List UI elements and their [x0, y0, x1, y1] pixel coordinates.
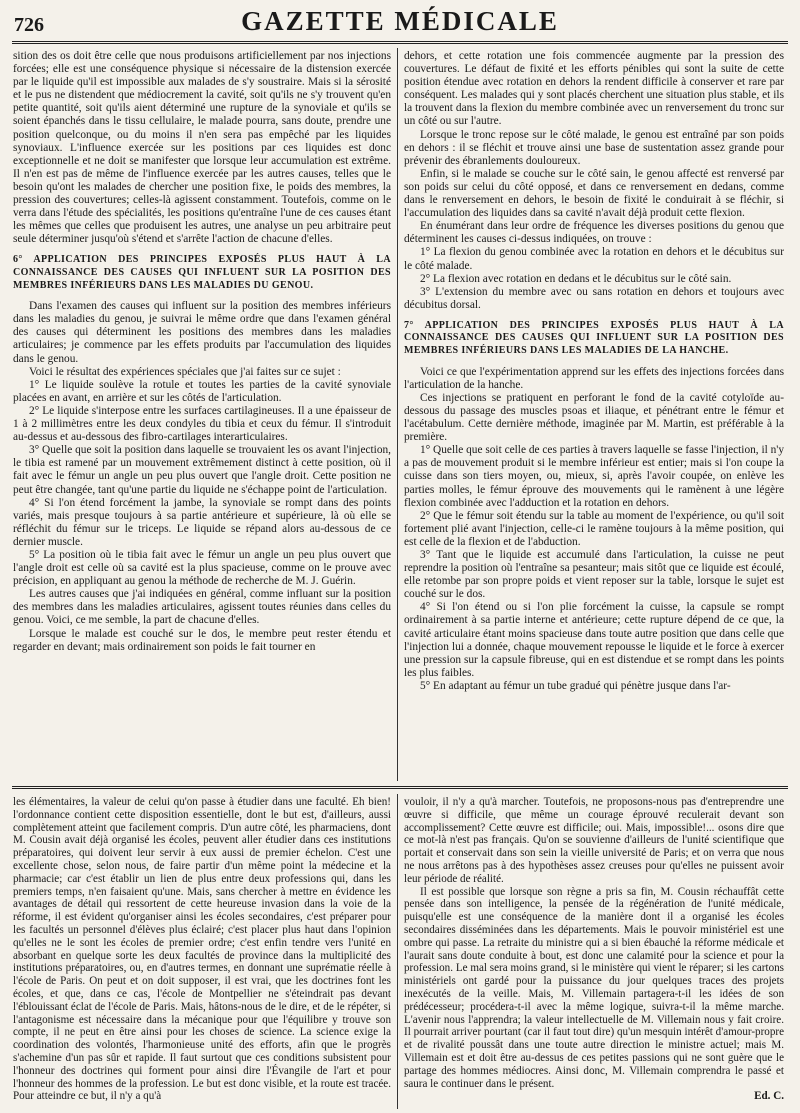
paragraph: Lorsque le malade est couché sur le dos, le membre peut rester étendu et regarder en devant; mais ordinairement son poids le fait tourner en — [13, 627, 391, 653]
paragraph: 3° L'extension du membre avec ou sans rotation en dehors et toujours avec décubitus dorsal. — [404, 285, 784, 311]
paragraph: En énumérant dans leur ordre de fréquence les diverses positions du genou que déterminent les causes ci-dessus indiquées, on trouve : — [404, 220, 784, 246]
paragraph: vouloir, il n'y a qu'à marcher. Toutefois, ne proposons-nous pas d'entreprendre une œuvre si difficile, que même un courage éprouvé reculerait devant son accomplissement? Cette œuvre est difficile; oui. Mais, impossible!... osons dire que ce mot-là n'est pas français. Qu'on se souvienne d'ailleurs de l'unité scientifique que portait et conservait dans son sein la vieille université de Paris; et on verra que nous ne nous arrêtons pas à des hypothèses assez creuses pour qu'elles ne puissent avoir leur période de réalité. — [404, 796, 784, 885]
paragraph: 1° Le liquide soulève la rotule et toutes les parties de la cavité synoviale placées en avant, en arrière et sur les côtés de l'articulation. — [13, 378, 391, 404]
paragraph: 2° Que le fémur soit étendu sur la table au moment de l'expérience, ou qu'il soit fortement plié avant l'injection, celle-ci le ramène toujours à la même position, qui est celle de la flexion et de l'abduction. — [404, 509, 784, 548]
paragraph: les élémentaires, la valeur de celui qu'on passe à étudier dans une faculté. Eh bien! l'ordonnance contient cette disposition essentielle, dont le but est, d'ailleurs, aussi complètement atteint que facilement compris. D'un autre côté, les pharmaciens, dont M. Cousin avait déjà organisé les écoles, peuvent aller étudier dans ces institutions préparatoires, qui doivent leur servir à eux aussi de premier échelon. C'est une excellente chose, selon nous, de faire partir d'un même point la médecine et la pharmacie; car c'est établir un lien de plus entre deux professions qui, dans les premiers temps, n'en faisaient qu'une. Mais, sans chercher à mettre en évidence les avantages de détail qui ressortent de cette heureuse invasion dans la voie de la réforme, il est évident qu'organiser ainsi les écoles secondaires, c'est préparer pour les facultés un personnel d'élèves plus éclairé; c'est placer plus haut dans l'opinion qu'elles ne le sont les écoles de premier ordre; c'est enfin tendre vers l'unité en absorbant en quelque sorte les deux facultés de province dans la multiplicité des institutions préparatoires, ou, en d'autres termes, en donnant une suprématie réelle à l'école de Paris. On peut et on doit supposer, il est vrai, que les doctrines font les écoles, et que, dans ce cas, l'école de Montpellier ne s'éteindrait pas devant l'éblouissant éclat de l'école de Paris. Mais, hâtons-nous de le dire, et de le répéter, si l'antagonisme est nécessaire dans la mécanique pour que l'équilibre y trouve son compte, il ne peut en être ainsi pour les choses de science. La science exige la coordination des volontés, l'harmonieuse unité des efforts, afin que le progrès s'achemine d'un pas sûr et rapide. Il faut surtout que ces conditions subsistent pour l'honneur des doctrines qui forment pour ainsi dire l'Évangile de l'art et pour l'honneur des hommes de la profession. Le but est donc visible, et la route est tracée. Pour atteindre ce but, il n'y a qu'à — [13, 796, 391, 1103]
paragraph: 5° La position où le tibia fait avec le fémur un angle un peu plus ouvert que l'angle droit est celle où sa cavité est la plus spacieuse, comme on le prouve avec précision, en appliquant au genou la méthode de recherche de M. J. Guérin. — [13, 548, 391, 588]
paragraph: sition des os doit être celle que nous produisons artificiellement par nos injections forcées; elle est une conséquence physique si nécessaire de la distension exercée par le liquide qu'il est impossible aux malades de s'y soustraire. Mais si la sérosité et le pus ne distendent que médiocrement la cavité, soit qu'ils ne s'y trouvent qu'en petite quantité, soit qu'ils aient déterminé une rupture de la synoviale et qu'ils se soient épanchés dans le tissu cellulaire, le malade pourra, sans doute, prendre une position quelconque, ou du moins il n'en sera pas empêché par les liquides synoviaux. L'influence exercée sur les positions par ces liquides est donc exceptionnelle et ne doit se manifester que lorsque leur accumulation est extrême. Il n'en est pas de même de l'influence exercée par les autres causes, telles que le besoin qu'ont les malades de chercher une position fixe, le poids des membres, la pression des couvertures; celles-là agissent constamment. Toutefois, comme on le verra dans l'étude des spécialités, les positions qu'entraîne l'une de ces causes étant les mêmes que celles que produisent les autres, une analyse un peu arbitraire peut seule déterminer jusqu'où s'étend et s'arrête l'action de chacune d'elles. — [13, 50, 391, 246]
feuilleton-divider — [397, 794, 398, 1109]
feuilleton-left-column — [13, 796, 391, 1108]
page-header — [0, 0, 800, 42]
page-number: 726 — [14, 14, 44, 36]
paragraph: 4° Si l'on étend forcément la jambe, la synoviale se rompt dans des points variés, mais presque toujours à sa partie antérieure et supérieure, là où elle se réfléchit du fémur sur le triceps. Le liquide se répand alors au-dessous de ce dernier muscle. — [13, 496, 391, 548]
paragraph: Ces injections se pratiquent en perforant le fond de la cavité cotyloïde au-dessous du passage des muscles psoas et iliaque, et pénétrant entre le fémur et l'acétabulum. Cette dernière méthode, imaginée par M. Martin, est préférable à la première. — [404, 391, 784, 444]
paragraph: 2° Le liquide s'interpose entre les surfaces cartilagineuses. Il a une épaisseur de 1 à 2 millimètres entre les deux condyles du tibia et ceux du fémur. Il s'introduit au-dessus et au-dessous des fibro-cartilages interarticulaires. — [13, 404, 391, 444]
paragraph: Les autres causes que j'ai indiquées en général, comme influant sur la position des membres dans les maladies articulaires, agissent toutes réunies dans celles du genou. Voici, ce me semble, la part de chacune d'elles. — [13, 588, 391, 627]
paragraph: 5° En adaptant au fémur un tube gradué qui pénètre jusque dans l'ar- — [420, 679, 731, 692]
paragraph: Lorsque le tronc repose sur le côté malade, le genou est entraîné par son poids en dehors : il se fléchit et trouve ainsi une base de sustentation assez grande pour prévenir des ébranlements douloureux. — [404, 128, 784, 167]
paragraph: 4° Si l'on étend ou si l'on plie forcément la cuisse, la capsule se rompt ordinairement à sa partie interne et antérieure; cette rupture dépend de ce que, la cavité articulaire étant moins spacieuse dans toute autre position que dans celle que l'injection lui a donnée, chaque mouvement repousse le liquide et le force à exercer une pression sur la capsule fibreuse, qui en est distendue et se rompt dans les points les plus faibles. — [404, 601, 784, 679]
section-heading: 7° APPLICATION DES PRINCIPES EXPOSÉS PLUS HAUT À LA CONNAISSANCE DES CAUSES QUI INFLUENT SUR LA POSITION DES MEMBRES INFÉRIEURS DANS LES MALADIES DE LA HANCHE. — [404, 319, 784, 357]
paragraph: Voici ce que l'expérimentation apprend sur les effets des injections forcées dans l'articulation de la hanche. — [404, 365, 784, 391]
column-divider — [397, 48, 398, 781]
section-heading: 6° APPLICATION DES PRINCIPES EXPOSÉS PLUS HAUT À LA CONNAISSANCE DES CAUSES QUI INFLUENT SUR LA POSITION DES MEMBRES INFÉRIEURS DANS LES MALADIES DU GENOU. — [13, 254, 391, 291]
right-column — [404, 50, 784, 770]
paragraph: 1° La flexion du genou combinée avec la rotation en dehors et le décubitus sur le côté malade. — [404, 246, 784, 272]
journal-title: GAZETTE MÉDICALE — [241, 6, 559, 36]
paragraph: dehors, et cette rotation une fois commencée augmente par la pression des couvertures. Le défaut de fixité et les efforts pénibles qui sont la suite de cette position étendue avec rotation en dehors la rendent difficile à conserver et rare par conséquent. Les malades qui y sont placés cherchent une situation plus stable, et ils la trouvent dans la flexion du membre combinée avec un renversement du tronc sur un côté ou sur l'autre. — [404, 50, 784, 128]
header-rule — [12, 41, 788, 44]
paragraph: Dans l'examen des causes qui influent sur la position des membres inférieurs dans les maladies du genou, je suivrai le même ordre que dans l'examen général des causes qui déterminent les positions des membres dans les maladies articulaires; je commence par les effets produits par l'accumulation des liquides dans le genou. — [13, 300, 391, 365]
paragraph: Il est possible que lorsque son règne a pris sa fin, M. Cousin réchauffât cette pensée dans son intelligence, la pensée de la régénération de l'unité médicale, puisqu'elle est une conséquence de la manière dont il a organisé les écoles secondaires disséminées dans les départements. Mais le pouvoir ministériel est une ombre qui passe. La retraite du ministre qui a si bien ébauché la réforme médicale et l'aurait sans doute conduite à bout, est donc une calamité pour la science et pour la profession. Le mal sera moins grand, si le ministère qui vient le réparer; si les cartons ministériels ont gardé pour la puissance du jour quelques traces des projets inexécutés de la veille. Mais, M. Villemain partagera-t-il les idées de son prédécesseur; procédera-t-il avec la même logique, suivra-t-il la même marche. L'avenir nous l'apprendra; la valeur intellectuelle de M. Villemain nous y fait croire. Il pourrait arriver pourtant (car il faut tout dire) qu'un mesquin intérêt d'amour-propre et de rivalité poussât dans une toute autre direction le ministre actuel; mais M. Villemain est et doit être au-dessus de ces petites passions qui ne sont guère que le partage des hommes médiocres. Ainsi donc, M. Villemain comprendra le passé et saura le continuer dans le présent. — [404, 885, 784, 1090]
author-signature: Ed. C. — [754, 1090, 784, 1103]
paragraph: 2° La flexion avec rotation en dedans et le décubitus sur le côté sain. — [420, 272, 732, 285]
paragraph: Enfin, si le malade se couche sur le côté sain, le genou affecté est renversé par son poids sur celui du côté opposé, et dans ce renversement en dedans, comme dans le renversement en dehors, le besoin de fixité le conduirait à se fléchir, si l'accumulation des liquides dans sa cavité n'avait déjà produit cette flexion. — [404, 167, 784, 220]
left-column — [13, 50, 391, 770]
feuilleton-rule — [12, 786, 788, 789]
paragraph: 3° Tant que le liquide est accumulé dans l'articulation, la cuisse ne peut reprendre la position où l'entraîne sa pesanteur; mais sitôt que ce liquide est écoulé, elle retombe par son propre poids et vient reposer sur la table, lorsque le sujet est couché sur le dos. — [404, 548, 784, 601]
paragraph: Voici le résultat des expériences spéciales que j'ai faites sur ce sujet : — [29, 365, 341, 378]
paragraph: 3° Quelle que soit la position dans laquelle se trouvaient les os avant l'injection, le tibia est ramené par un mouvement extrêmement distinct à cette position, où il fait avec le fémur un angle un peu plus ouvert que l'angle droit. Cette position ne peut être changée, tant qu'une partie du liquide ne s'échappe point de l'articulation. — [13, 444, 391, 496]
paragraph: 1° Quelle que soit celle de ces parties à travers laquelle se fasse l'injection, il n'y a pas de mouvement produit si le membre inférieur est entier; mais si l'on coupe la cuisse dans son tiers moyen, ou, mieux, si, après l'avoir coupée, on enlève les parties molles, le fémur éprouve des mouvements qui le ramènent à une légère flexion combinée avec l'adduction et la rotation en dehors. — [404, 444, 784, 509]
feuilleton-right-column — [404, 796, 784, 1108]
